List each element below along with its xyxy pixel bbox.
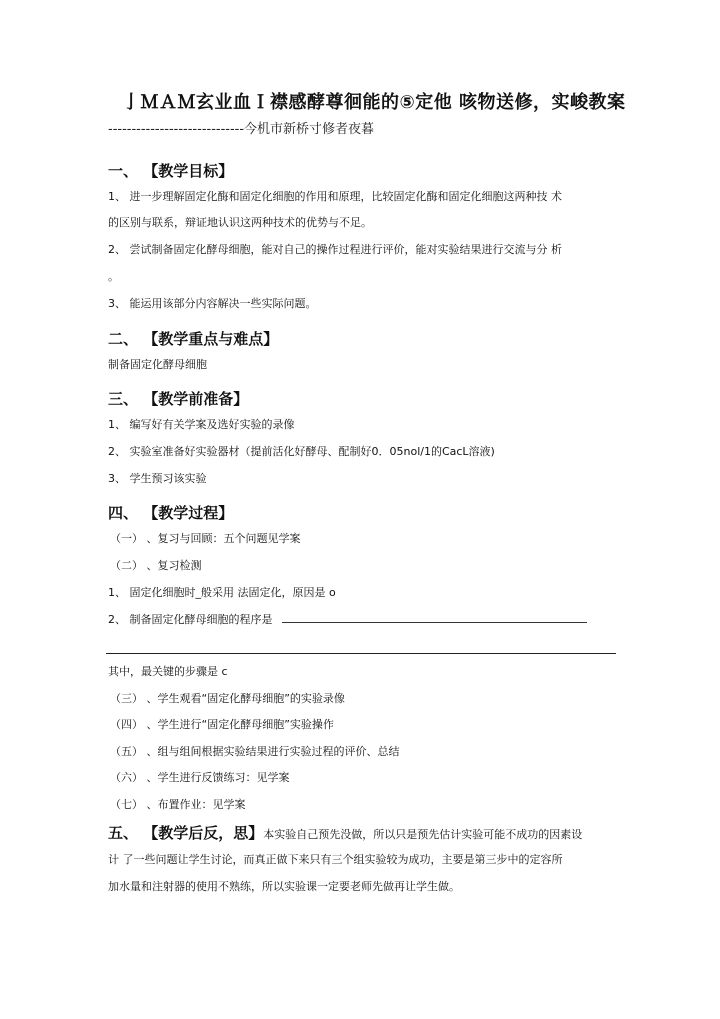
section-4-step-7: （七） 、布置作业：见学案 bbox=[110, 798, 246, 811]
section-1-item-3: 3、 能运用该部分内容解决一些实际问题。 bbox=[108, 297, 317, 310]
section-5-heading: 五、 【教学后反，思】 bbox=[108, 824, 264, 842]
section-5-first-line bbox=[108, 822, 582, 843]
answer-blank-line bbox=[282, 612, 587, 623]
section-1-item-2-line-2: 。 bbox=[108, 270, 119, 283]
section-3-item-1: 1、 编写好有关学案及选好实验的录像 bbox=[108, 418, 295, 431]
section-4-question-1: 1、 固定化细胞时_般采用 法固定化，原因是 o bbox=[108, 586, 336, 599]
document-subtitle: -----------------------------今机市新桥寸修者夜暮 bbox=[108, 122, 375, 137]
section-5-line-2: 计 了一些问题让学生讨论，而真正做下来只有三个组实验较为成功，主要是第三步中的定容所 bbox=[108, 853, 563, 866]
section-4-question-2-tail: 其中，最关键的步骤是 c bbox=[108, 665, 228, 678]
section-2-text: 制备固定化酵母细胞 bbox=[108, 358, 207, 371]
section-5-line-3: 加水量和注射器的使用不熟练，所以实验课一定要老师先做再让学生做。 bbox=[108, 880, 460, 893]
section-4-step-4: （四） 、学生进行“固定化酵母细胞”实验操作 bbox=[110, 718, 334, 731]
section-4-step-1: （一） 、复习与回顾：五个问题见学案 bbox=[110, 532, 301, 545]
section-3-item-2: 2、 实验室准备好实验器材（提前活化好酵母、配制好0．05nol/1的CacL溶液) bbox=[108, 445, 495, 458]
section-1-heading: 一、 【教学目标】 bbox=[108, 162, 234, 180]
section-2-heading: 二、 【教学重点与难点】 bbox=[108, 330, 279, 348]
section-4-step-6: （六） 、学生进行反馈练习：见学案 bbox=[110, 771, 290, 784]
section-4-heading: 四、 【教学过程】 bbox=[108, 504, 234, 522]
question-2-label: 2、 制备固定化酵母细胞的程序是 bbox=[108, 613, 273, 626]
section-3-item-3: 3、 学生预习该实验 bbox=[108, 472, 207, 485]
section-5-line-1: 本实验自己预先没做，所以只是预先估计实验可能不成功的因素设 bbox=[263, 828, 583, 841]
section-1-item-2-line-1: 2、 尝试制备固定化酵母细胞，能对自己的操作过程进行评价，能对实验结果进行交流与分 析 bbox=[108, 243, 562, 256]
section-1-item-1-line-1: 1、 进一步理解固定化酶和固定化细胞的作用和原理，比较固定化酶和固定化细胞这两种技 术 bbox=[108, 190, 562, 203]
section-3-heading: 三、 【教学前准备】 bbox=[108, 390, 249, 408]
section-4-step-5: （五） 、组与组间根据实验结果进行实验过程的评价、总结 bbox=[110, 745, 400, 758]
answer-blank-full-line bbox=[106, 653, 616, 654]
document-title: 亅ＭＡＭ玄业血Ｉ襟感酵尊徊能的⑤定他 咳物送修，实峻教案 bbox=[122, 92, 626, 113]
section-4-question-2 bbox=[108, 612, 587, 627]
section-1-item-1-line-2: 的区别与联系，辩证地认识这两种技术的优势与不足。 bbox=[108, 216, 372, 229]
section-4-step-2: （二） 、复习检测 bbox=[110, 559, 202, 572]
section-4-step-3: （三） 、学生观看“固定化酵母细胞”的实验录像 bbox=[110, 692, 345, 705]
